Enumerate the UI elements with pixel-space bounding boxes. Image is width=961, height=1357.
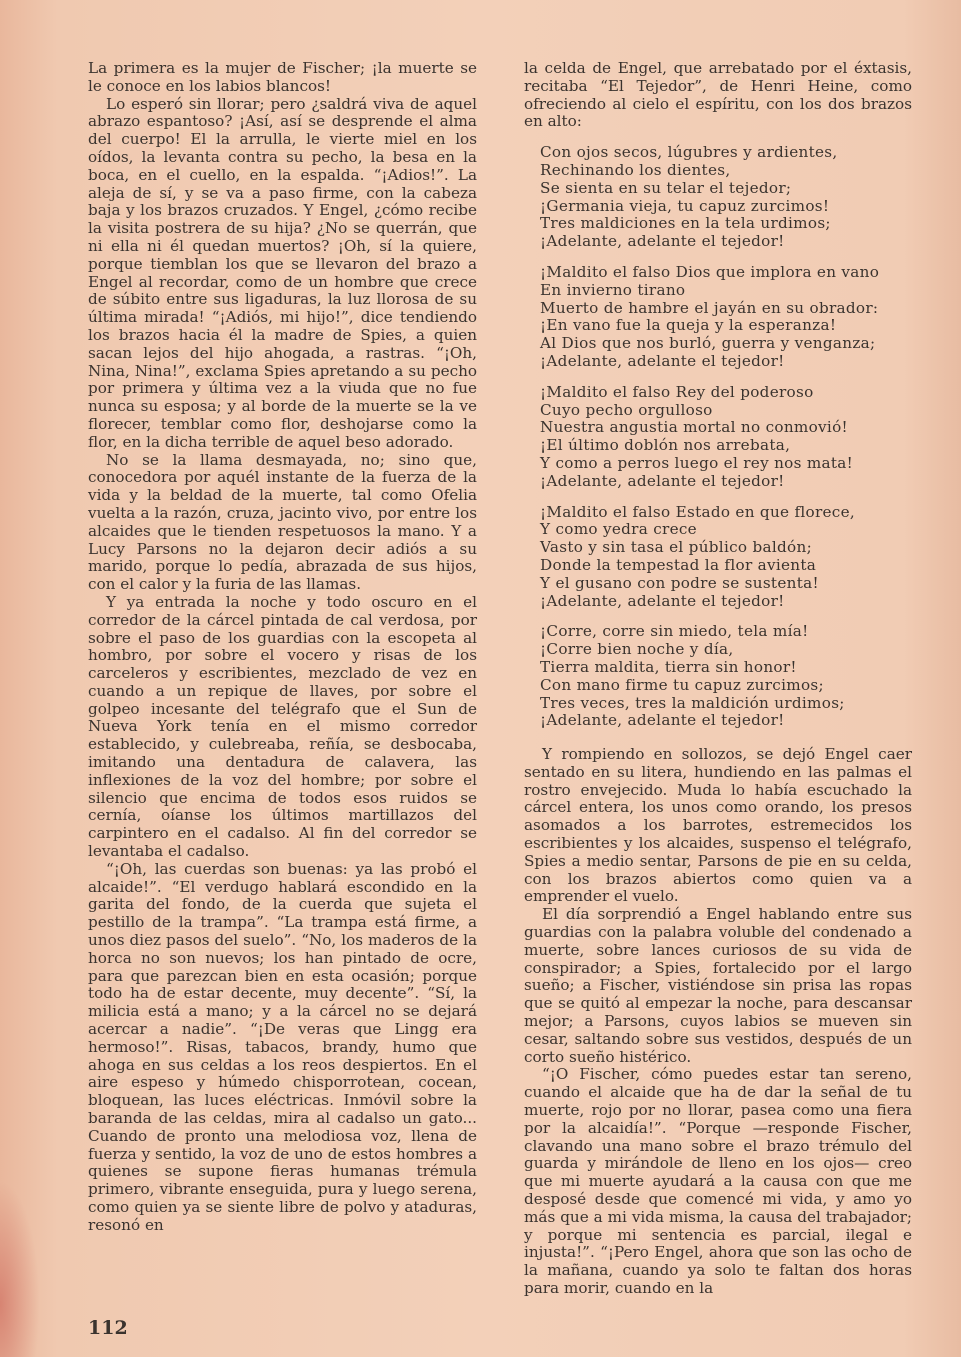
poem-line: Cuyo pecho orgulloso xyxy=(540,400,713,419)
page-stain xyxy=(0,1180,40,1357)
poem-line: Y el gusano con podre se sustenta! xyxy=(540,573,819,592)
poem-line: En invierno tirano xyxy=(540,280,686,299)
paragraph: No se la llama desmayada, no; sino que, conocedora por aquél instante de la fuerza de la vida y la beldad de la muerte, tal como Ofelia vuelta a la razón, cruza, jacinto vivo, por entre los alcaides que le tienden respetuosos la mano. Y a Lucy Parsons no la dejaron decir adiós a su marido, porque lo pedía, abrazada de sus hijos, con el calor y la furia de las llamas. xyxy=(88,450,477,594)
poem-stanza xyxy=(540,264,912,371)
paragraph: “¡O Fischer, cómo puedes estar tan sereno, cuando el alcaide que ha de dar la señal de tu muerte, rojo por no llorar, pasea como una fiera por la alcaidía!”. “Porque —responde Fischer, clavando una mano sobre el brazo trémulo del guarda y mirándole de lleno en los ojos— creo que mi muerte ayudará a la causa con que me desposé desde que comencé mi vida, y amo yo más que a mi vida misma, la causa del trabajador; y porque mi sentencia es parcial, ilegal e injusta!”. “¡Pero Engel, ahora que son las ocho de la mañana, cuando ya solo te faltan dos horas para morir, cuando en la xyxy=(524,1065,912,1297)
poem-stanza xyxy=(540,623,912,730)
poem xyxy=(540,144,912,730)
poem-line: Nuestra angustia mortal no conmovió! xyxy=(540,418,848,437)
poem-line: Al Dios que nos burló, guerra y venganza; xyxy=(540,334,876,353)
poem-line: ¡En vano fue la queja y la esperanza! xyxy=(540,316,837,335)
poem-line: ¡Corre, corre sin miedo, tela mía! xyxy=(540,622,809,641)
paragraph: Y ya entrada la noche y todo oscuro en el corredor de la cárcel pintada de cal verdosa, por sobre el paso de los guardias con la escopeta al hombro, por sobre el vocero y risas de los carceleros y escribientes, mezclado de vez en cuando a un repique de llaves, por sobre el golpeo incesante del telégrafo que el Sun de Nueva York tenía en el mismo corredor establecido, y culebreaba, reñía, se desbocaba, imitando una dentadura de calavera, las inflexiones de la voz del hombre; por sobre el silencio que encima de todos esos ruidos se cernía, oíanse los últimos martillazos del carpintero en el cadalso. Al fin del corredor se levantaba el cadalso. xyxy=(88,592,477,861)
poem-line: ¡Germania vieja, tu capuz zurcimos! xyxy=(540,196,830,215)
poem-stanza xyxy=(540,384,912,491)
poem-line: Con mano firme tu capuz zurcimos; xyxy=(540,675,824,694)
poem-line: ¡Adelante, adelante el tejedor! xyxy=(540,711,785,730)
poem-line: Muerto de hambre el jayán en su obrador: xyxy=(540,298,879,317)
poem-line: ¡Maldito el falso Rey del poderoso xyxy=(540,382,814,401)
right-column xyxy=(524,60,912,1298)
poem-line: Rechinando los dientes, xyxy=(540,160,731,179)
poem-line: Tres veces, tres la maldición urdimos; xyxy=(540,693,845,712)
poem-line: Con ojos secos, lúgubres y ardientes, xyxy=(540,143,838,162)
poem-line: ¡Adelante, adelante el tejedor! xyxy=(540,232,785,251)
poem-line: Vasto y sin tasa el público baldón; xyxy=(540,538,812,557)
poem-line: ¡Adelante, adelante el tejedor! xyxy=(540,351,785,370)
poem-line: Tres maldiciones en la tela urdimos; xyxy=(540,214,831,233)
poem-line: Y como a perros luego el rey nos mata! xyxy=(540,453,854,472)
paragraph: La primera es la mujer de Fischer; ¡la muerte se le conoce en los labios blancos! xyxy=(88,59,477,95)
poem-line: ¡Maldito el falso Estado en que florece, xyxy=(540,502,856,521)
poem-line: ¡El último doblón nos arrebata, xyxy=(540,436,791,455)
poem-line: Tierra maldita, tierra sin honor! xyxy=(540,657,797,676)
left-column xyxy=(88,60,477,1235)
poem-line: ¡Adelante, adelante el tejedor! xyxy=(540,591,785,610)
poem-line: ¡Adelante, adelante el tejedor! xyxy=(540,471,785,490)
page-number: 112 xyxy=(88,1317,128,1339)
poem-line: ¡Maldito el falso Dios que implora en vano xyxy=(540,262,880,281)
poem-line: Se sienta en su telar el tejedor; xyxy=(540,178,792,197)
paragraph: “¡Oh, las cuerdas son buenas: ya las probó el alcaide!”. “El verdugo hablará escondido en la garita del fondo, de la cuerda que sujeta el pestillo de la trampa”. “La trampa está firme, a unos diez pasos del suelo”. “No, los maderos de la horca no son nuevos; los han pintado de ocre, para que parezcan bien en esta ocasión; porque todo ha de estar decente, muy decente”. “Sí, la milicia está a mano; y a la cárcel no se dejará acercar a nadie”. “¡De veras que Lingg era hermoso!”. Risas, tabacos, brandy, humo que ahoga en sus celdas a los reos despiertos. En el aire espeso y húmedo chisporrotean, cocean, bloquean, las luces eléctricas. Inmóvil sobre la baranda de las celdas, mira al cadalso un gato... Cuando de pronto una melodiosa voz, llena de fuerza y sentido, la voz de uno de estos hombres a quienes se supone fieras humanas trémula primero, vibrante enseguida, pura y luego serena, como quien ya se siente libre de polvo y ataduras, resonó en xyxy=(88,859,477,1234)
paragraph: El día sorprendió a Engel hablando entre sus guardias con la palabra voluble del condenado a muerte, sobre lances curiosos de su vida de conspirador; a Spies, fortalecido por el largo sueño; a Fischer, vistiéndose sin prisa las ropas que se quitó al empezar la noche, para descansar mejor; a Parsons, cuyos labios se mueven sin cesar, saltando sobre sus vestidos, después de un corto sueño histérico. xyxy=(524,905,912,1066)
poem-stanza xyxy=(540,144,912,251)
poem-stanza xyxy=(540,504,912,611)
poem-line: Y como yedra crece xyxy=(540,520,697,539)
paragraph: la celda de Engel, que arrebatado por el éxtasis, recitaba “El Tejedor”, de Henri Heine, como ofreciendo al cielo el espíritu, con los dos brazos en alto: xyxy=(524,59,912,131)
poem-line: Donde la tempestad la flor avienta xyxy=(540,555,817,574)
poem-line: ¡Corre bien noche y día, xyxy=(540,640,734,659)
paragraph: Y rompiendo en sollozos, se dejó Engel caer sentado en su litera, hundiendo en las palmas el rostro envejecido. Muda lo había escuchado la cárcel entera, los unos como orando, los presos asomados a los barrotes, estremecidos los escribientes y los alcaides, suspenso el telégrafo, Spies a medio sentar, Parsons de pie en su celda, con los brazos abiertos como quien va a emprender el vuelo. xyxy=(524,745,912,906)
paragraph: Lo esperó sin llorar; pero ¿saldrá viva de aquel abrazo espantoso? ¡Así, así se desprende el alma del cuerpo! El la arrulla, le vierte miel en los oídos, la levanta contra su pecho, la besa en la boca, en el cuello, en la espalda. “¡Adios!”. La aleja de sí, y se va a paso firme, con la cabeza baja y los brazos cruzados. Y Engel, ¿cómo recibe la visita postrera de su hija? ¿No se querrán, que ni ella ni él quedan muertos? ¡Oh, sí la quiere, porque tiemblan los que se llevaron del brazo a Engel al recordar, como de un hombre que crece de súbito entre sus ligaduras, la luz llorosa de su última mirada! “¡Adiós, mi hijo!”, dice tendiendo los brazos hacia él la madre de Spies, a quien sacan lejos del hijo ahogada, a rastras. “¡Oh, Nina, Nina!”, exclama Spies apretando a su pecho por primera y última vez a la viuda que no fue nunca su esposa; y al borde de la muerte se la ve florecer, temblar como flor, deshojarse como la flor, en la dicha terrible de aquel beso adorado. xyxy=(88,94,477,451)
